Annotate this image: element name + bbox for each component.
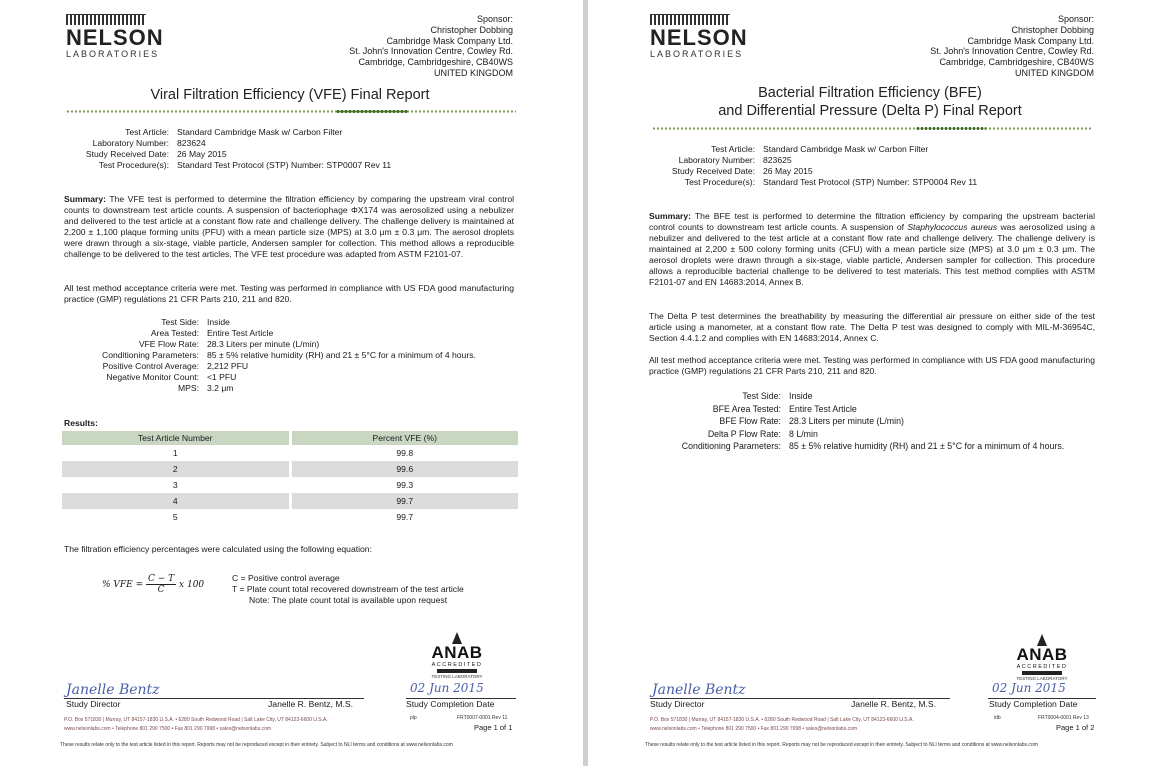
logo-wordmark: NELSON [650, 25, 748, 50]
director-name: Janelle R. Bentz, M.S. [268, 699, 354, 709]
logo-wordmark: NELSON [66, 25, 164, 50]
anab-accreditation-logo: ANAB ACCREDITED TESTING LABORATORY [427, 632, 487, 678]
director-label: Study Director [650, 699, 705, 709]
test-parameters: Test Side: Inside Area Tested: Entire Test Article VFE Flow Rate: 28.3 Liters per minute (L/min) Conditioning Parameters: 85 ± 5% relative humidity (RH) and 21 ± 5°C for a minimum of 4 hours. Positive Control Average: 2,212 PFU Negative Monitor Count: <1 PFU MPS: 3.2 μm [102, 317, 476, 393]
sponsor-name: Christopher Dobbing [430, 24, 513, 35]
summary-label: Summary: [64, 194, 107, 204]
table-row: 5 99.7 [172, 512, 414, 522]
address-line: P.O. Box 571830 | Murray, UT 84157-1830 U.S.A. • 6280 South Redwood Road | Salt Lake City, UT 84123-6600 U.S.A. [64, 717, 328, 723]
column-header: Test Article Number [62, 431, 289, 445]
nelson-logo [66, 14, 164, 66]
compliance-paragraph: All test method acceptance criteria were met. Testing was performed in compliance with US FDA good manufacturing practice (GMP) regulations 21 CFR Parts 210, 211 and 820. [649, 355, 1095, 376]
delta-p-paragraph: The Delta P test determines the breathability by measuring the differential air pressure on either side of the test article using a manometer, at a constant flow rate. The Delta P test was designed to comply with MIL-M-36954C, Section 4.4.1.2 and complies with EN 14683:2014, Annex C. [649, 311, 1095, 343]
equation-numerator: C − T [148, 574, 175, 584]
info-row: Study Received Date: 26 May 2015 [85, 149, 227, 159]
contact-line: www.nelsonlabs.com • Telephone 801 290 7500 • Fax 801 290 7998 • sales@nelsonlabs.com [64, 726, 272, 732]
report-title-line: and Differential Pressure (Delta P) Final Report [718, 103, 1022, 119]
address-line: P.O. Box 571830 | Murray, UT 84157-1830 U.S.A. • 6280 South Redwood Road | Salt Lake City, UT 84123-6600 U.S.A. [650, 717, 914, 723]
initials: plp [410, 715, 417, 721]
summary-label: Summary: [649, 211, 692, 221]
report-title-line: Bacterial Filtration Efficiency (BFE) [758, 85, 982, 101]
director-name: Janelle R. Bentz, M.S. [851, 699, 937, 709]
summary-paragraph: Summary: The BFE test is performed to determine the filtration efficiency by comparing the upstream bacterial control counts to downstream test article counts. A suspension of Staphylococcus aureus was aerosolized using a nebulizer and delivered to the test article at a constant flow rate and challenge delivery. The challenge delivery is maintained at 2,200 ± 500 colony forming units (CFU) with a mean particle size (MPS) at 3.0 μm ± 0.3 μm. The aerosol droplets were drawn through a six-stage, viable particle, Andersen sampler for collection. This procedure allows a reproducible bacterial challenge to be delivered to test materials. This test method complies with ASTM F2101-07 and EN 14683:2014, Annex B. [649, 211, 1096, 287]
sponsor-block [349, 14, 513, 79]
equation-intro: The filtration efficiency percentages were calculated using the following equation: [64, 544, 372, 554]
sponsor-block: Sponsor: Christopher Dobbing Cambridge Mask Company Ltd. St. John's Innovation Centre, Cowley Rd. Cambridge, Cambridgeshire, CB40WS UNITED KINGDOM [930, 14, 1094, 78]
summary-text: The VFE test is performed to determine the filtration efficiency by comparing the upstream viral control counts to downstream test article counts. A suspension of bacteriophage ΦX174 was aerosolized using a nebulizer and delivered to the test article at a constant flow rate and challenge delivery. The challenge delivery is maintained at 2,200 ± 1,100 plaque forming units (PFU) with a mean particle size (MPS) at 3.0 μm ± 0.3 μm. The aerosol droplets were drawn through a six-stage, viable particle, Andersen sampler for collection. This method allows a reproducible challenge to be delivered to the test articles. The VFE test procedure was adapted from ASTM F2101-07. [64, 194, 515, 259]
report-title [60, 86, 520, 104]
logo-subtitle: LABORATORIES [66, 49, 160, 59]
signature: Janelle Bentz [66, 682, 160, 698]
info-row: Test Article: Standard Cambridge Mask w/ Carbon Filter [125, 127, 343, 137]
vfe-equation [102, 574, 204, 595]
sponsor-address-2: Cambridge, Cambridgeshire, CB40WS [358, 57, 513, 68]
results-label: Results: [64, 418, 98, 428]
table-header-row [62, 431, 518, 445]
nelson-logo [650, 14, 748, 66]
completion-label: Study Completion Date [989, 699, 1078, 709]
legend-t: T = Plate count total recovered downstream of the test article [232, 584, 464, 594]
legend-c: C = Positive control average [232, 573, 340, 583]
form-number: FRT0004-0001 Rev 13 [1038, 715, 1089, 721]
completion-label: Study Completion Date [406, 699, 495, 709]
logo-subtitle: LABORATORIES [650, 49, 744, 59]
logo-bars-icon [66, 14, 146, 25]
page-number: Page 1 of 2 [1056, 723, 1095, 732]
compliance-paragraph: All test method acceptance criteria were met. Testing was performed in compliance with US FDA good manufacturing practice (GMP) regulations 21 CFR Parts 210, 211 and 820. [64, 283, 514, 304]
bfe-report-page [588, 0, 1166, 766]
summary-paragraph [64, 194, 514, 260]
report-title-line: Viral Filtration Efficiency (VFE) Final Report [150, 87, 430, 103]
disclaimer: These results relate only to the test article listed in this report. Reports may not be reproduced except in their entirety. Subject to NLI terms and conditions at www.nelsonlabs.com [645, 742, 1038, 748]
legend-note: Note: The plate count total is available upon request [249, 595, 448, 605]
page-number: Page 1 of 1 [474, 723, 513, 732]
equation-denominator: C [157, 585, 165, 595]
disclaimer: These results relate only to the test article listed in this report. Reports may not be reproduced except in their entirety. Subject to NLI terms and conditions at www.nelsonlabs.com [60, 742, 453, 748]
anab-accreditation-logo: ANAB ACCREDITED TESTING LABORATORY [1012, 634, 1072, 680]
table-row: 1 99.8 [172, 448, 414, 458]
table-row: 3 99.3 [172, 480, 414, 490]
initials: idb [994, 715, 1001, 721]
equation-rhs: x 100 [179, 580, 205, 590]
contact-line: www.nelsonlabs.com • Telephone 801 290 7500 • Fax 801 290 7998 • sales@nelsonlabs.com [650, 726, 858, 732]
logo-bars-icon [650, 14, 730, 25]
study-info: Test Article: Standard Cambridge Mask w/ Carbon Filter Laboratory Number: 823625 Study Received Date: 26 May 2015 Test Procedure(s): Standard Test Protocol (STP) Number: STP0004 Rev 11 [671, 144, 978, 187]
signature: Janelle Bentz [652, 682, 746, 698]
sponsor-label: Sponsor: [476, 14, 513, 24]
organism-name: Staphylococcus aureus [907, 222, 998, 232]
equation-lhs: % VFE = [102, 580, 144, 590]
signed-date: 02 Jun 2015 [992, 681, 1066, 695]
dotted-divider [66, 110, 516, 113]
sponsor-address-1: St. John's Innovation Centre, Cowley Rd. [349, 46, 513, 57]
table-row: 2 99.6 [62, 461, 518, 477]
equation-legend [232, 573, 464, 606]
info-row: Laboratory Number: 823624 [92, 138, 206, 148]
form-number: FRT0007-0001 Rev 11 [457, 715, 508, 721]
column-header: Percent VFE (%) [292, 431, 519, 445]
dotted-divider [652, 127, 1092, 130]
table-row: 4 99.7 [62, 493, 518, 509]
results-table [59, 431, 521, 525]
report-title [650, 84, 1090, 120]
sponsor-country: UNITED KINGDOM [433, 67, 513, 78]
sponsor-company: Cambridge Mask Company Ltd. [386, 35, 513, 46]
test-parameters: Test Side: Inside BFE Area Tested: Entire Test Article BFE Flow Rate: 28.3 Liters per minute (L/min) Delta P Flow Rate: 8 L/min Conditioning Parameters: 85 ± 5% relative humidity (RH) and 21 ± 5°C for a minimum of 4 hours. [681, 391, 1065, 451]
info-row: Test Procedure(s): Standard Test Protocol (STP) Number: STP0007 Rev 11 [98, 160, 392, 170]
study-info [66, 127, 391, 171]
equation-fraction [146, 574, 176, 595]
signed-date: 02 Jun 2015 [410, 681, 484, 695]
director-label: Study Director [66, 699, 121, 709]
